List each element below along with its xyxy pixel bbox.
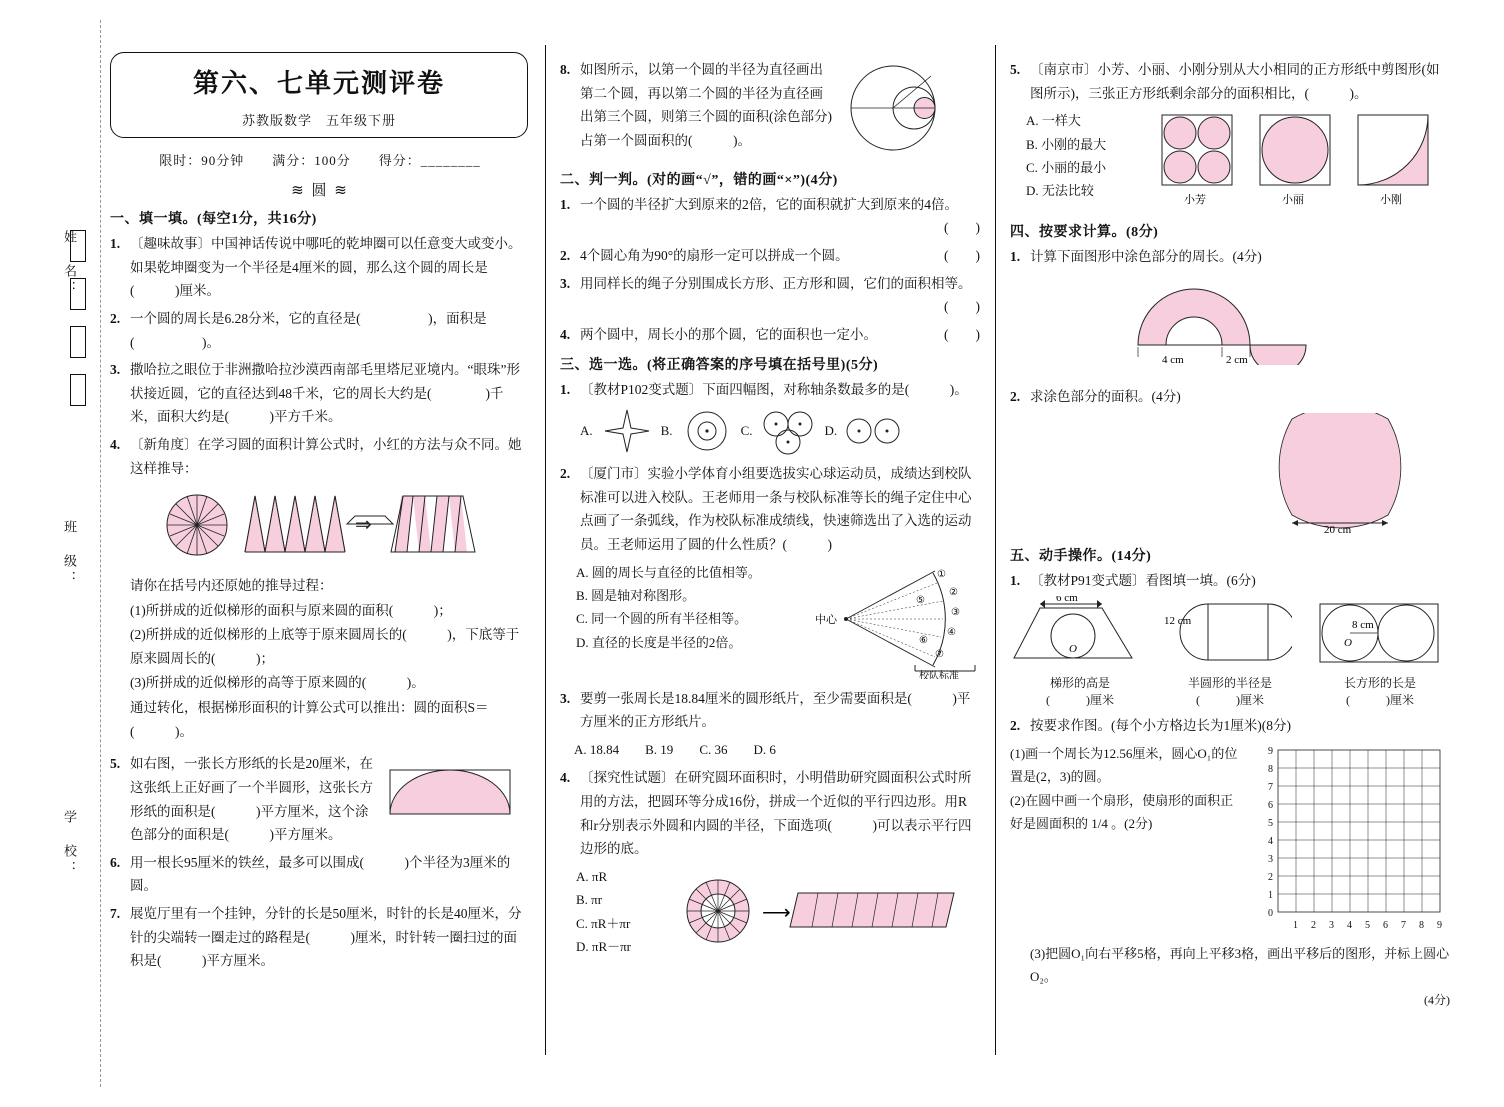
svg-text:2: 2 <box>1311 919 1316 931</box>
question-text: 〔教材P102变式题〕下面四幅图，对称轴条数最多的是( )。 <box>580 382 968 398</box>
figure-trapezoid-circle <box>1010 596 1142 672</box>
svg-text:6: 6 <box>1383 919 1388 931</box>
svg-text:5: 5 <box>1268 817 1273 829</box>
stub-boxes <box>70 230 86 422</box>
option-d[interactable]: D. πR－πr <box>576 939 632 955</box>
figure-three-squares <box>1156 109 1450 213</box>
question-1-2 <box>110 307 530 354</box>
question-1-4-subparts <box>130 574 530 744</box>
label-4cm: 4 cm <box>1162 353 1184 365</box>
figure-semicircle-rect <box>380 752 530 847</box>
caption-trapezoid: 梯形的高是 <box>1049 676 1110 691</box>
svg-text:⑤: ⑤ <box>916 594 925 606</box>
svg-text:9: 9 <box>1268 745 1273 757</box>
svg-text:9: 9 <box>1437 919 1442 931</box>
figure-rect-two-circles <box>1314 596 1450 672</box>
option-a[interactable]: A. 18.84 <box>574 741 620 757</box>
operate-item-1 <box>1010 569 1450 593</box>
answer-grid[interactable] <box>1254 742 1450 942</box>
blank-rect[interactable]: ( )厘米 <box>1346 693 1414 708</box>
option-b[interactable]: B. πr <box>576 892 603 908</box>
stub-label-class: 班 级： <box>62 520 77 588</box>
question-1-5 <box>110 752 530 847</box>
option-d[interactable]: D. 6 <box>753 741 776 757</box>
section-1-heading: 一、填一填。(每空1分，共16分) <box>110 212 317 227</box>
option-c[interactable]: C. πR＋πr <box>576 915 631 931</box>
question-text: 用同样长的绳子分别围成长方形、正方形和圆，它们的面积相等。 <box>580 275 972 291</box>
question-text: 〔教材P91变式题〕看图填一填。(6分) <box>1030 572 1256 588</box>
question-number: 6. <box>110 854 121 870</box>
figure-row-operate-1 <box>1010 596 1450 672</box>
svg-text:7: 7 <box>1401 919 1406 931</box>
question-number: 3. <box>560 690 571 706</box>
question-text: 要剪一张周长是18.84厘米的圆形纸片，至少需要面积是( )平方厘米的正方形纸片。 <box>580 690 971 730</box>
figure-symmetry-options <box>580 406 980 456</box>
unit-title: ≋ 圆 ≋ <box>291 183 349 199</box>
question-number: 3. <box>110 362 121 378</box>
sub-text: (1)所拼成的近似梯形的面积与原来圆的面积( )； <box>130 602 452 618</box>
figure-ring-to-parallelogram <box>666 865 980 961</box>
question-number: 5. <box>110 756 121 772</box>
option-label-d[interactable]: D. <box>824 423 838 438</box>
option-a[interactable]: A. 一样大 <box>1026 113 1081 129</box>
label-6cm: 6 cm <box>1056 596 1078 605</box>
question-text: 两个圆中，周长小的那个圆，它的面积也一定小。 <box>580 326 877 342</box>
option-a[interactable]: A. 圆的周长与直径的比值相等。 <box>576 564 761 580</box>
option-b[interactable]: B. 小刚的最大 <box>1026 136 1107 152</box>
section-5-heading: 五、动手操作。(14分) <box>1010 548 1152 564</box>
choice-item-5 <box>1010 58 1450 105</box>
option-label-b[interactable]: B. <box>660 423 673 438</box>
caption-xiaoli: 小丽 <box>1282 194 1304 207</box>
question-text: 4个圆心角为90°的扇形一定可以拼成一个圆。 <box>580 247 849 263</box>
figure-captions-row <box>1010 674 1450 708</box>
column-1 <box>110 40 530 1067</box>
svg-text:2: 2 <box>1268 871 1273 883</box>
question-number: 4. <box>560 770 571 786</box>
figure-calc-2 <box>1010 413 1450 537</box>
question-number: 2. <box>1010 718 1021 734</box>
figure-circle-to-trapezoid <box>110 486 530 568</box>
choice-4-body <box>560 865 980 961</box>
label-standard: 校队标准 <box>919 670 959 679</box>
question-text: 按要求作图。(每个小方格边长为1厘米)(8分) <box>1030 718 1291 734</box>
option-b[interactable]: B. 19 <box>645 741 674 757</box>
question-text: 〔趣味故事〕中国神话传说中哪吒的乾坤圈可以任意变大或变小。如果乾坤圈变为一个半径是4厘米的圆，那么这个圆的周长是( )厘米。 <box>130 236 522 299</box>
svg-text:8: 8 <box>1268 763 1273 775</box>
judge-item-2 <box>560 244 980 268</box>
stub-label-school: 学 校： <box>62 810 77 878</box>
question-number: 1. <box>560 382 571 398</box>
figure-nested-circles <box>835 58 965 161</box>
option-b[interactable]: B. 圆是轴对称图形。 <box>576 587 696 603</box>
page-subtitle: 苏教版数学 五年级下册 <box>241 113 396 128</box>
answer-bracket[interactable]: ( ) <box>944 299 980 315</box>
question-number: 1. <box>110 236 121 251</box>
question-number: 1. <box>1010 572 1021 588</box>
label-20cm: 20 cm <box>1324 523 1352 533</box>
question-number: 8. <box>560 62 571 77</box>
question-text: 〔南京市〕小芳、小丽、小刚分别从大小相同的正方形纸中剪图形(如图所示)，三张正方形纸剩余部分的面积相比，( )。 <box>1030 62 1440 101</box>
choice-3-options <box>574 738 980 763</box>
question-number: 2. <box>560 466 571 481</box>
question-number: 4. <box>560 326 571 342</box>
svg-text:⇒: ⇒ <box>355 514 372 537</box>
label-8cm: 8 cm <box>1352 619 1374 632</box>
svg-text:6: 6 <box>1268 799 1273 811</box>
exam-meta: 限时：90分钟 满分：100分 得分：________ <box>159 153 481 168</box>
question-text: 展览厅里有一个挂钟，分针的长是50厘米，时针的长是40厘米，分针的尖端转一圈走过的路程是( )厘米，时针转一圈扫过的面积是( )平方厘米。 <box>130 906 522 969</box>
svg-text:②: ② <box>949 586 958 598</box>
question-text: 一个圆的半径扩大到原来的2倍，它的面积就扩大到原来的4倍。 <box>580 196 958 212</box>
choice-item-1 <box>560 378 980 402</box>
svg-text:中心: 中心 <box>815 613 837 626</box>
sub-instruction-3: (3)把圆O₁向右平移5格，再向上平移3格，画出平移后的图形，并标上圆心O₂。 <box>1030 945 1450 985</box>
choice-item-2 <box>560 462 980 557</box>
question-number: 2. <box>1010 388 1021 404</box>
question-text: 如右图，一张长方形纸的长是20厘米，在这张纸上正好画了一个半圆形，这张长方形纸的面积是( )平方厘米，这个涂色部分的面积是( )平方厘米。 <box>130 756 373 843</box>
sub-text: (3)所拼成的近似梯形的高等于原来圆的( )。 <box>130 675 425 691</box>
question-text: 〔探究性试题〕在研究圆环面积时，小明借助研究圆面积公式时所用的方法，把圆环等分成16份，拼成一个近似的平行四边形。用R和r分别表示外圆和内圆的半径，下面选项( )可以表示平行四边形的底。 <box>580 770 972 857</box>
judge-item-4 <box>560 323 980 347</box>
choice-2-body <box>560 561 980 683</box>
figure-halfcircles-square <box>1164 596 1292 672</box>
title-box <box>110 52 528 138</box>
question-number: 4. <box>110 437 121 452</box>
question-1-3 <box>110 358 530 429</box>
label-O: O <box>1069 643 1077 656</box>
svg-text:7: 7 <box>1268 781 1273 793</box>
question-number: 1. <box>560 196 571 212</box>
caption-halfcircle: 半圆形的半径是 <box>1187 676 1272 691</box>
svg-text:1: 1 <box>1293 919 1298 931</box>
calc-item-2 <box>1010 385 1450 409</box>
question-text: 一个圆的周长是6.28分米，它的直径是( )，面积是( )。 <box>130 310 487 350</box>
column-2 <box>560 40 980 1067</box>
question-number: 3. <box>560 275 571 291</box>
section-4-heading: 四、按要求计算。(8分) <box>1010 225 1159 241</box>
section-2-heading: 二、判一判。(对的画“√”，错的画“×”)(4分) <box>560 172 838 188</box>
svg-text:3: 3 <box>1329 919 1334 931</box>
question-1-8 <box>560 58 980 161</box>
question-number: 1. <box>1010 249 1021 265</box>
page-title: 第六、七单元测评卷 <box>192 69 445 98</box>
question-text: 〔新角度〕在学习圆的面积计算公式时，小红的方法与众不同。她这样推导： <box>130 437 522 476</box>
option-label-a[interactable]: A. <box>580 423 593 438</box>
sub-text: 通过转化，根据梯形面积的计算公式可以推出：圆的面积S＝( )。 <box>130 699 489 740</box>
option-c[interactable]: C. 小丽的最小 <box>1026 160 1107 176</box>
question-1-6 <box>110 851 530 898</box>
calc-item-1 <box>1010 245 1450 269</box>
figure-throw-arc <box>815 561 980 683</box>
question-1-4 <box>110 433 530 480</box>
score-note: (4分) <box>1424 992 1450 1007</box>
option-d[interactable]: D. 直径的长度是半径的2倍。 <box>576 634 742 650</box>
answer-bracket[interactable]: ( ) <box>944 326 980 342</box>
svg-text:1: 1 <box>1268 889 1273 901</box>
label-O2: O <box>1344 637 1352 650</box>
label-12cm: 12 cm <box>1164 615 1192 628</box>
svg-text:④: ④ <box>947 626 956 638</box>
caption-xiaofang: 小芳 <box>1184 194 1206 207</box>
question-number: 7. <box>110 906 121 922</box>
blank-halfcircle[interactable]: ( )厘米 <box>1196 693 1264 708</box>
blank-trapezoid[interactable]: ( )厘米 <box>1046 693 1114 708</box>
option-c[interactable]: C. 同一个圆的所有半径相等。 <box>576 611 748 627</box>
section-3-heading: 三、选一选。(将正确答案的序号填在括号里)(5分) <box>560 358 879 374</box>
fold-line <box>100 20 101 1087</box>
question-number: 5. <box>1010 62 1021 77</box>
question-number: 2. <box>560 247 571 263</box>
svg-text:5: 5 <box>1365 919 1370 931</box>
sub-text: (2)所拼成的近似梯形的上底等于原来圆周长的( )，下底等于原来圆周长的( )； <box>130 626 520 667</box>
svg-text:③: ③ <box>951 606 960 618</box>
operate-2-body <box>1010 742 1450 942</box>
question-text: 撒哈拉之眼位于非洲撒哈拉沙漠西南部毛里塔尼亚境内。“眼珠”形状接近圆，它的直径达到48千米，它的周长大约是( )千米，面积大约是( )平方千米。 <box>130 362 520 425</box>
option-d[interactable]: D. 无法比较 <box>1026 183 1094 199</box>
svg-text:3: 3 <box>1268 853 1273 865</box>
sub-instruction-1: (1)画一个周长为12.56厘米，圆心O₁的位置是(2，3)的圆。 <box>1010 745 1238 785</box>
question-1-1 <box>110 232 530 303</box>
choice-5-body <box>1010 109 1450 213</box>
option-c[interactable]: C. 36 <box>699 741 728 757</box>
svg-text:0: 0 <box>1268 907 1273 919</box>
option-label-c[interactable]: C. <box>740 423 753 438</box>
caption-rect: 长方形的长是 <box>1343 676 1416 691</box>
answer-bracket[interactable]: ( ) <box>944 247 980 263</box>
choice-item-3 <box>560 687 980 734</box>
svg-text:⟶: ⟶ <box>762 901 791 924</box>
question-1-7 <box>110 902 530 973</box>
sub-text: 请你在括号内还原她的推导过程： <box>130 578 333 594</box>
label-2cm: 2 cm <box>1226 353 1248 365</box>
column-divider-2 <box>995 45 996 1055</box>
svg-text:⑦: ⑦ <box>935 648 944 660</box>
judge-item-3 <box>560 272 980 319</box>
question-text: 求涂色部分的面积。(4分) <box>1030 388 1181 404</box>
operate-item-2 <box>1010 714 1450 738</box>
question-text: 计算下面图形中涂色部分的周长。(4分) <box>1030 249 1262 265</box>
column-3 <box>1010 40 1450 1067</box>
svg-text:8: 8 <box>1419 919 1424 931</box>
svg-text:①: ① <box>937 568 946 580</box>
caption-xiaogang: 小刚 <box>1380 194 1402 207</box>
svg-text:⑥: ⑥ <box>919 634 928 646</box>
question-text: 如图所示，以第一个圆的半径为直径画出第二个圆，再以第二个圆的半径为直径画出第三个圆，则第三个圆的面积(涂色部分)占第一个圆面积的( )。 <box>580 62 832 148</box>
svg-text:4: 4 <box>1268 835 1273 847</box>
question-number: 2. <box>110 310 121 326</box>
column-divider-1 <box>545 45 546 1055</box>
option-a[interactable]: A. πR <box>576 868 608 884</box>
judge-item-1 <box>560 193 980 240</box>
choice-item-4 <box>560 766 980 861</box>
answer-bracket[interactable]: ( ) <box>944 220 980 236</box>
question-text: 用一根长95厘米的铁丝，最多可以围成( )个半径为3厘米的圆。 <box>130 854 511 894</box>
question-text: 〔厦门市〕实验小学体育小组要选拔实心球运动员，成绩达到校队标准可以进入校队。王老师用一条与校队标准等长的绳子定住中心点画了一条弧线，作为校队标准成绩线，快速筛选出了入选的运动员。王老师运用了圆的什么性质？( ) <box>580 466 972 552</box>
figure-calc-1 <box>1010 273 1450 369</box>
stub-label-name: 姓 名： <box>62 230 77 298</box>
svg-text:4: 4 <box>1347 919 1352 931</box>
sub-instruction-2: (2)在圆中画一个扇形，使扇形的面积正好是圆面积的 1/4 。(2分) <box>1010 792 1234 831</box>
